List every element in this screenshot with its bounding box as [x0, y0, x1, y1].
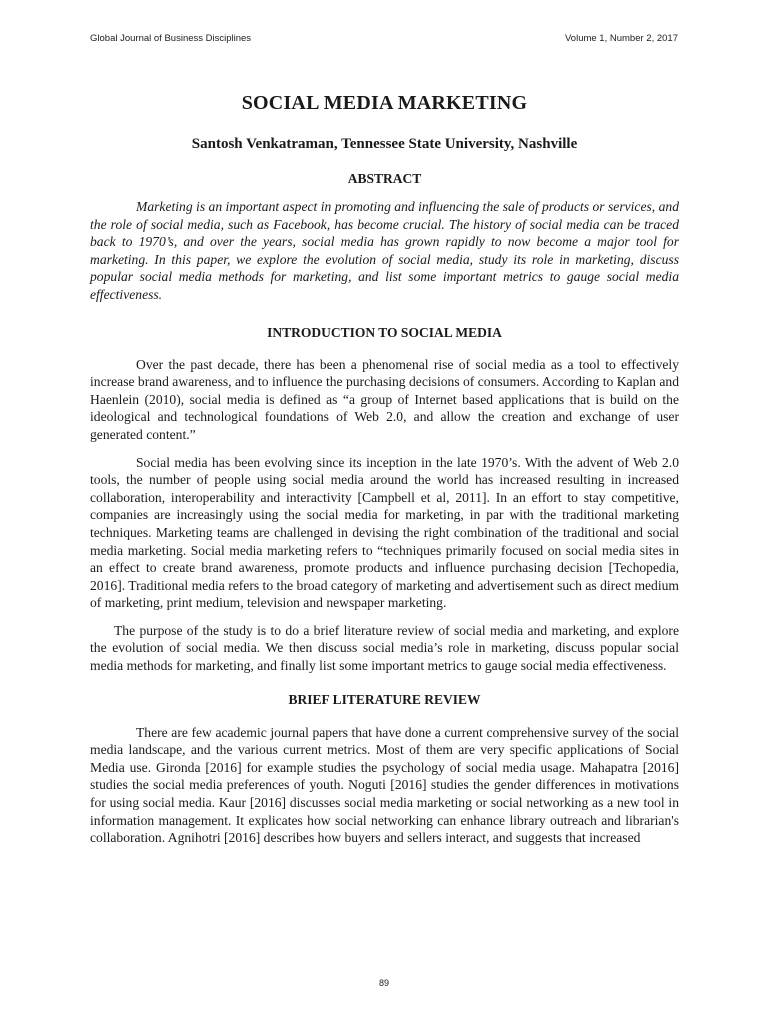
journal-name: Global Journal of Business Disciplines [90, 33, 252, 44]
introduction-paragraph-3: The purpose of the study is to do a brief literature review of social media and marketing, and explore the evolution of social media. We then discuss social media’s role in marketing, discuss popular social media methods for marketing, and finally list some important metrics to gauge social media effectiveness. [90, 622, 679, 674]
abstract-heading: ABSTRACT [347, 171, 422, 186]
running-header [90, 33, 678, 44]
introduction-heading: INTRODUCTION TO SOCIAL MEDIA [267, 324, 502, 340]
introduction-paragraph-1: Over the past decade, there has been a phenomenal rise of social media as a tool to effectively increase brand awareness, and to influence the purchasing decisions of consumers. According to Kaplan and Haenlein (2010), social media is defined as “a group of Internet based applications that is build on the ideological and technological foundations of Web 2.0, and allow the creation and exchange of user generated content.” [90, 356, 679, 442]
author-line: Santosh Venkatraman, Tennessee State University, Nashville [191, 136, 578, 152]
literature-heading: BRIEF LITERATURE REVIEW [288, 691, 481, 707]
introduction-paragraph-2: Social media has been evolving since its inception in the late 1970’s. With the advent of Web 2.0 tools, the number of people using social media around the world has increased resulting in increased collaboration, interoperability and interactivity [Campbell et al, 2011]. In an effort to stay competitive, companies are increasingly using the social media for marketing, in par with the traditional marketing techniques. Marketing teams are challenged in devising the right combination of the traditional and social media marketing. Social media marketing refers to “techniques primarily focused on social media sites in an effect to create brand awareness, promote products and influence purchasing decision [Techopedia, 2016]. Traditional media refers to the broad category of marketing and advertisement such as direct medium of marketing, print medium, television and newspaper marketing. [90, 454, 679, 611]
paper-body [90, 92, 679, 847]
abstract-text: Marketing is an important aspect in promoting and influencing the sale of products or services, and the role of social media, such as Facebook, has become crucial. The history of social media can be traced back to 1970’s, and over the years, social media has grown rapidly to now become a major tool for marketing. In this paper, we explore the evolution of social media, study its role in marketing, discuss popular social media methods for marketing, and list some important metrics to gauge social media effectiveness. [90, 199, 679, 302]
paper-title: SOCIAL MEDIA MARKETING [241, 92, 528, 114]
page-number: 89 [378, 978, 389, 988]
literature-paragraph-1: There are few academic journal papers that have done a current comprehensive survey of the social media landscape, and the various current metrics. Most of them are very specific applications of Social Media use. Gironda [2016] for example studies the psychology of social media usage. Mahapatra [2016] studies the social media preferences of youth. Noguti [2016] studies the gender differences in motivations for using social media. Kaur [2016] discusses social media marketing or social networking as a new tool in information management. It explicates how social networking can enhance library outreach and librarian's collaboration. Agnihotri [2016] describes how buyers and sellers interact, and suggests that increased [90, 724, 679, 846]
volume-info: Volume 1, Number 2, 2017 [564, 33, 678, 44]
